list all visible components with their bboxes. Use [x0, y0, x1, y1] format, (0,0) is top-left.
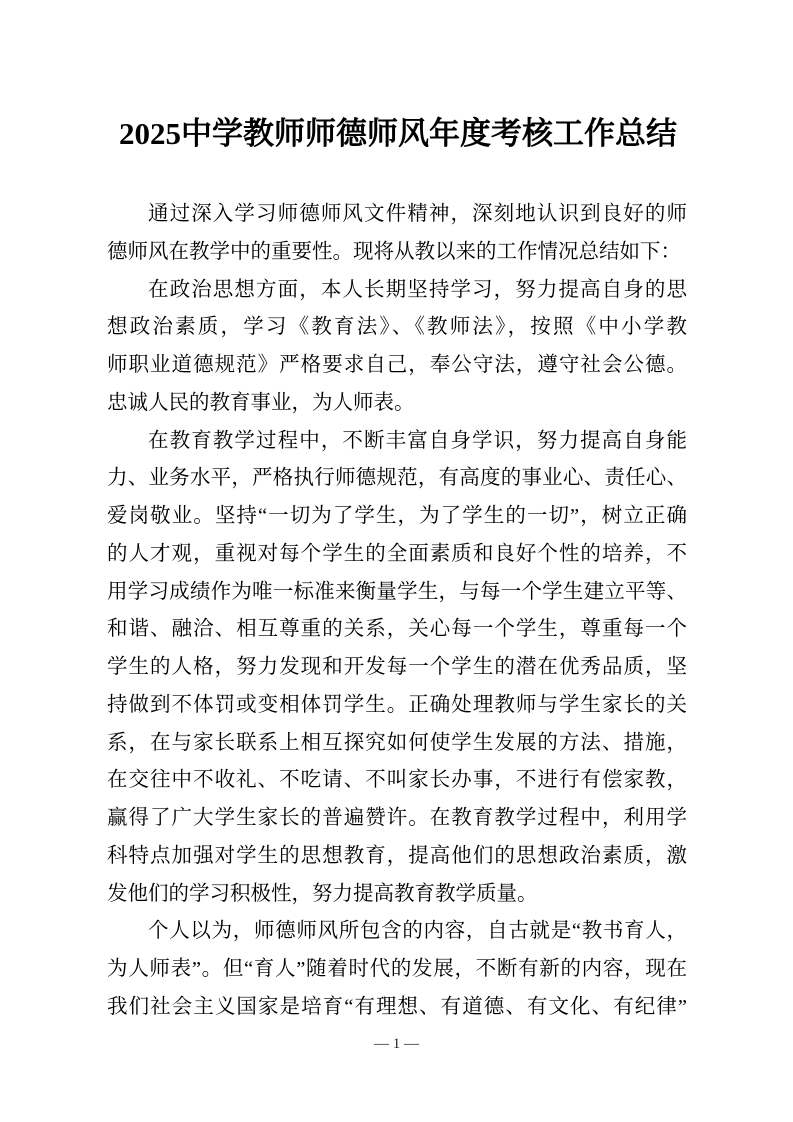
text-line: 想政治素质，学习《教育法》、《教师法》，按照《中小学教: [107, 316, 687, 339]
paragraph-ethics: [107, 913, 687, 1026]
text-line: 师职业道德规范》严格要求自己，奉公守法，遵守社会公德。: [107, 354, 687, 376]
paragraph-political: [107, 272, 687, 423]
text-line: 用学习成绩作为唯一标准来衡量学生，与每一个学生建立平等、: [107, 580, 687, 603]
text-line: 在教育教学过程中，不断丰富自身学识，努力提高自身能: [148, 429, 687, 452]
text-line: 个人以为，师德师风所包含的内容，自古就是“教书育人，: [148, 920, 687, 943]
text-line: 发他们的学习积极性，努力提高教育教学质量。: [107, 882, 538, 905]
text-line: 通过深入学习师德师风文件精神，深刻地认识到良好的师: [148, 203, 687, 225]
text-line: 我们社会主义国家是培育“有理想、有道德、有文化、有纪律”: [107, 995, 687, 1018]
text-line: 德师风在教学中的重要性。现将从教以来的工作情况总结如下：: [107, 240, 681, 263]
text-line: 系，在与家长联系上相互探究如何使学生发展的方法、措施，: [107, 731, 687, 754]
text-line: 忠诚人民的教育事业，为人师表。: [107, 391, 415, 414]
page-number: — 1 —: [374, 1036, 419, 1052]
text-line: 学生的人格，努力发现和开发每一个学生的潜在优秀品质，坚: [107, 656, 687, 678]
document-body: [107, 196, 687, 1027]
text-line: 在交往中不收礼、不吃请、不叫家长办事，不进行有偿家教，: [107, 769, 687, 792]
text-line: 持做到不体罚或变相体罚学生。正确处理教师与学生家长的关: [107, 693, 687, 716]
paragraph-intro: [107, 196, 687, 272]
text-line: 赢得了广大学生家长的普遍赞许。在教育教学过程中，利用学: [107, 807, 687, 829]
text-line: 在政治思想方面，本人长期坚持学习，努力提高自身的思: [148, 278, 687, 301]
document-title: 2025中学教师师德师风年度考核工作总结: [119, 116, 677, 151]
text-line: 和谐、融洽、相互尊重的关系，关心每一个学生，尊重每一个: [107, 618, 687, 641]
text-line: 的人才观，重视对每个学生的全面素质和良好个性的培养，不: [107, 542, 687, 565]
text-line: 科特点加强对学生的思想教育，提高他们的思想政治素质，激: [107, 844, 687, 867]
paragraph-teaching: [107, 423, 687, 914]
text-line: 爱岗敬业。坚持“一切为了学生，为了学生的一切”，树立正确: [107, 505, 687, 527]
text-line: 为人师表”。但“育人”随着时代的发展，不断有新的内容，现在: [107, 958, 687, 980]
text-line: 力、业务水平，严格执行师德规范，有高度的事业心、责任心、: [107, 467, 687, 490]
